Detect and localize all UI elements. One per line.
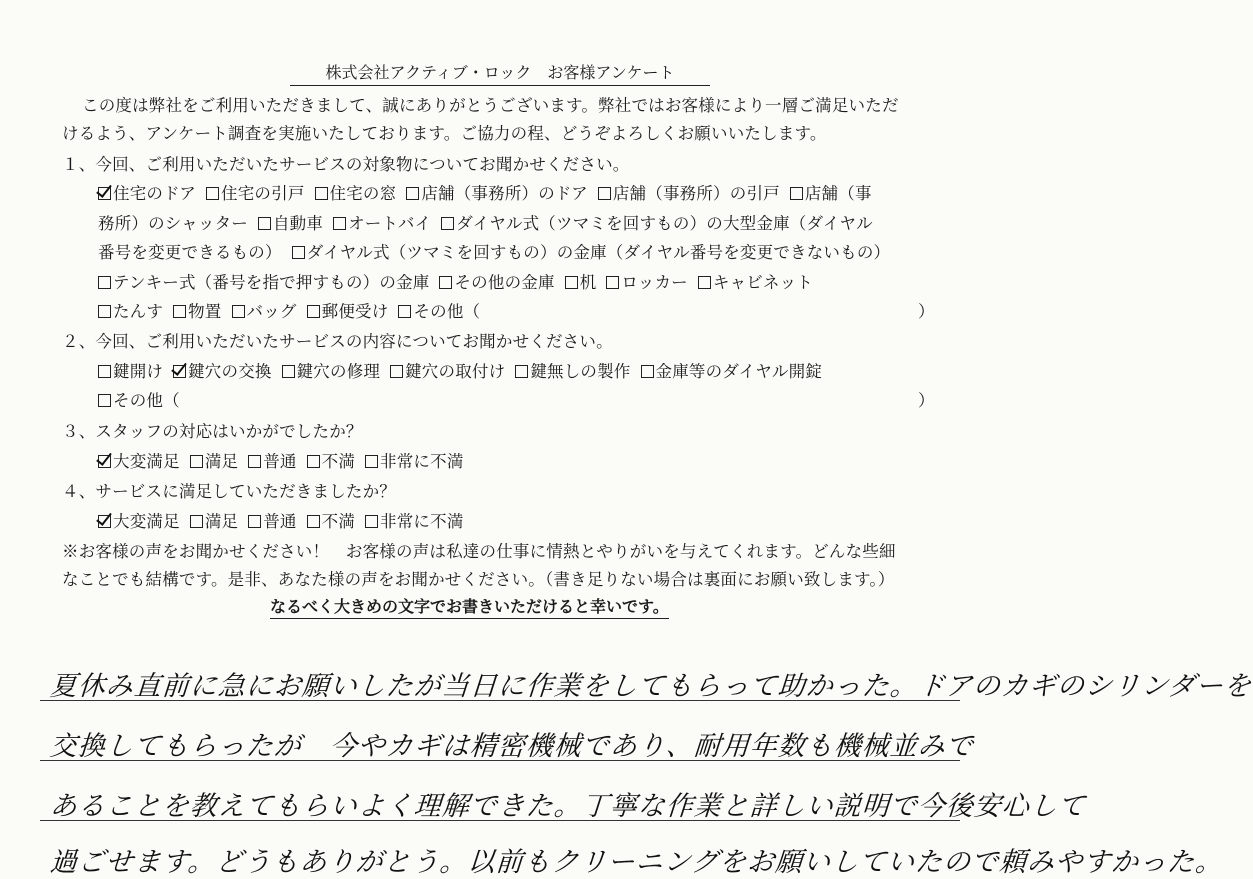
empty-box-icon[interactable] bbox=[98, 365, 111, 378]
checked-box-icon[interactable] bbox=[98, 455, 111, 468]
empty-box-icon[interactable] bbox=[307, 515, 320, 528]
empty-box-icon[interactable] bbox=[292, 246, 305, 259]
writing-rule-1 bbox=[40, 700, 960, 701]
checkbox-label: 大変満足 bbox=[113, 452, 180, 471]
checkbox-label: 鍵穴の取付け bbox=[405, 362, 506, 381]
checkbox-option[interactable] bbox=[98, 387, 180, 411]
intro-line-2: けるよう、アンケート調査を実施いたしております。ご協力の程、どうぞよろしくお願いいたします。 bbox=[62, 124, 827, 143]
checkbox-label: 住宅の引戸 bbox=[221, 184, 305, 203]
checkbox-label: 机 bbox=[579, 273, 597, 292]
checkbox-label: 不満 bbox=[321, 452, 356, 471]
checkbox-option[interactable] bbox=[98, 298, 163, 322]
empty-box-icon[interactable] bbox=[190, 515, 203, 528]
empty-box-icon[interactable] bbox=[365, 455, 378, 468]
empty-box-icon[interactable] bbox=[333, 217, 346, 230]
checkbox-option[interactable] bbox=[790, 180, 872, 204]
checkbox-label: 鍵無しの製作 bbox=[530, 362, 631, 381]
intro-line-1: この度は弊社をご利用いただきまして、誠にありがとうございます。弊社ではお客様により一層ご満足いただ bbox=[82, 96, 899, 115]
empty-box-icon[interactable] bbox=[232, 305, 245, 318]
checkbox-option[interactable] bbox=[98, 210, 248, 234]
checkbox-label: ダイヤル式（ツマミを回すもの）の大型金庫（ダイヤル bbox=[456, 214, 873, 233]
checkbox-option[interactable] bbox=[190, 508, 238, 532]
q1-other-close-paren: ） bbox=[918, 302, 935, 321]
checkbox-option[interactable] bbox=[98, 180, 196, 204]
checkbox-label: バッグ bbox=[246, 302, 297, 321]
checkbox-label: 鍵穴の交換 bbox=[188, 362, 272, 381]
empty-box-icon[interactable] bbox=[190, 455, 203, 468]
checkbox-option[interactable] bbox=[698, 269, 813, 293]
checkbox-option[interactable] bbox=[398, 298, 480, 322]
checkbox-label: 鍵穴の修理 bbox=[296, 362, 381, 381]
checkbox-label: オートバイ bbox=[348, 214, 432, 233]
empty-box-icon[interactable] bbox=[606, 276, 619, 289]
empty-box-icon[interactable] bbox=[307, 305, 320, 318]
checkbox-label: 不満 bbox=[321, 512, 356, 531]
checkbox-option[interactable] bbox=[206, 180, 305, 204]
q2-other-close-paren: ） bbox=[918, 391, 935, 410]
checkbox-label: テンキー式（番号を指で押すもの）の金庫 bbox=[113, 273, 430, 292]
checkbox-option[interactable] bbox=[98, 448, 180, 472]
checkbox-option[interactable] bbox=[307, 448, 355, 472]
checkbox-label: 満足 bbox=[204, 512, 239, 531]
checkbox-label: 務所）のシャッター bbox=[98, 214, 248, 233]
voice-emphasis: なるべく大きめの文字でお書きいただけると幸いです。 bbox=[270, 594, 669, 619]
checkbox-option[interactable] bbox=[365, 508, 464, 532]
checkbox-option[interactable] bbox=[406, 180, 588, 204]
q1-row-4 bbox=[98, 269, 980, 293]
writing-rule-3 bbox=[40, 820, 960, 821]
checkbox-label: キャビネット bbox=[712, 273, 814, 292]
empty-box-icon[interactable] bbox=[248, 515, 261, 528]
q2-row-1 bbox=[98, 358, 980, 382]
q1-row-2 bbox=[98, 210, 980, 234]
checkbox-label: その他（ bbox=[413, 302, 481, 321]
empty-box-icon[interactable] bbox=[98, 276, 111, 289]
q2-question: ２、今回、ご利用いただいたサービスの内容についてお聞かせください。 bbox=[62, 332, 613, 351]
checkbox-label: その他（ bbox=[113, 391, 180, 410]
checkbox-option[interactable] bbox=[307, 298, 389, 322]
checkbox-option[interactable] bbox=[98, 269, 429, 293]
handwritten-line-4: 過ごせます。どうもありがとう。以前もクリーニングをお願いしていたので頼みやすかった。 bbox=[48, 847, 1225, 878]
empty-box-icon[interactable] bbox=[248, 455, 261, 468]
checkbox-label: 鍵開け bbox=[113, 362, 164, 381]
checkbox-label: 普通 bbox=[263, 512, 297, 531]
checkbox-option[interactable] bbox=[282, 358, 381, 382]
checkbox-option[interactable] bbox=[565, 269, 597, 293]
checkbox-label: 住宅の窓 bbox=[329, 184, 397, 203]
checkbox-option[interactable] bbox=[292, 239, 891, 263]
empty-box-icon[interactable] bbox=[282, 365, 295, 378]
checkbox-option[interactable] bbox=[190, 448, 238, 472]
empty-box-icon[interactable] bbox=[565, 276, 578, 289]
checkbox-label: 店舗（事務所）の引戸 bbox=[612, 184, 780, 203]
checkbox-option[interactable] bbox=[441, 210, 873, 234]
empty-box-icon[interactable] bbox=[315, 187, 328, 200]
handwritten-line-1: 夏休み直前に急にお願いしたが当日に作業をしてもらって助かった。ドアのカギのシリンダーを bbox=[48, 671, 1253, 702]
checked-box-icon[interactable] bbox=[98, 187, 111, 200]
checkbox-option[interactable] bbox=[333, 210, 431, 234]
checkbox-label: 満足 bbox=[204, 452, 239, 471]
checkbox-label: ダイヤル式（ツマミを回すもの）の金庫（ダイヤル番号を変更できないもの） bbox=[306, 243, 891, 262]
voice-line-1: ※お客様の声をお聞かせください！ お客様の声は私達の仕事に情熱とやりがいを与えてくれます。どんな些細 bbox=[62, 542, 896, 561]
empty-box-icon[interactable] bbox=[173, 305, 186, 318]
q1-row-3 bbox=[98, 239, 980, 263]
q1-question: １、今回、ご利用いただいたサービスの対象物についてお聞かせください。 bbox=[62, 155, 630, 174]
checkbox-label: 店舗（事務所）のドア bbox=[421, 184, 588, 203]
checkbox-option[interactable] bbox=[173, 358, 272, 382]
checkbox-option[interactable] bbox=[98, 239, 282, 263]
checked-box-icon[interactable] bbox=[98, 515, 111, 528]
q2-row-2 bbox=[98, 387, 980, 411]
checkbox-option[interactable] bbox=[232, 298, 297, 322]
checkbox-label: 自動車 bbox=[272, 214, 324, 233]
empty-box-icon[interactable] bbox=[515, 365, 528, 378]
empty-box-icon[interactable] bbox=[406, 187, 419, 200]
empty-box-icon[interactable] bbox=[258, 217, 271, 230]
checkbox-label: 番号を変更できるもの） bbox=[98, 243, 282, 262]
checkbox-option[interactable] bbox=[315, 180, 397, 204]
checkbox-option[interactable] bbox=[606, 269, 687, 293]
checkbox-label: 住宅のドア bbox=[113, 184, 197, 203]
empty-box-icon[interactable] bbox=[98, 305, 111, 318]
q1-row-1 bbox=[98, 180, 980, 204]
checkbox-label: ロッカー bbox=[621, 273, 688, 292]
empty-box-icon[interactable] bbox=[439, 276, 452, 289]
checkbox-option[interactable] bbox=[248, 448, 296, 472]
checkbox-label: 郵便受け bbox=[321, 302, 389, 321]
checkbox-option[interactable] bbox=[390, 358, 505, 382]
checkbox-label: 金庫等のダイヤル開錠 bbox=[655, 362, 823, 381]
checkbox-option[interactable] bbox=[307, 508, 355, 532]
checkbox-option[interactable] bbox=[439, 269, 554, 293]
checkbox-option[interactable] bbox=[98, 358, 163, 382]
checkbox-option[interactable] bbox=[258, 210, 323, 234]
empty-box-icon[interactable] bbox=[698, 276, 711, 289]
empty-box-icon[interactable] bbox=[790, 187, 803, 200]
survey-title: 株式会社アクティブ・ロック お客様アンケート bbox=[290, 60, 710, 86]
checkbox-option[interactable] bbox=[248, 508, 296, 532]
checked-box-icon[interactable] bbox=[173, 365, 186, 378]
checkbox-option[interactable] bbox=[598, 180, 780, 204]
checkbox-option[interactable] bbox=[173, 298, 221, 322]
checkbox-label: 大変満足 bbox=[113, 512, 180, 531]
checkbox-option[interactable] bbox=[515, 358, 630, 382]
q3-question: ３、スタッフの対応はいかがでしたか？ bbox=[62, 422, 363, 441]
empty-box-icon[interactable] bbox=[641, 365, 654, 378]
empty-box-icon[interactable] bbox=[390, 365, 403, 378]
empty-box-icon[interactable] bbox=[441, 217, 454, 230]
checkbox-label: 物置 bbox=[188, 302, 222, 321]
q1-row-5 bbox=[98, 298, 980, 322]
checkbox-option[interactable] bbox=[98, 508, 180, 532]
checkbox-label: その他の金庫 bbox=[454, 273, 555, 292]
empty-box-icon[interactable] bbox=[398, 305, 411, 318]
handwritten-line-3: あることを教えてもらいよく理解できた。丁寧な作業と詳しい説明で今後安心して bbox=[48, 791, 1087, 822]
checkbox-label: 普通 bbox=[263, 452, 297, 471]
checkbox-option[interactable] bbox=[365, 448, 464, 472]
q4-question: ４、サービスに満足していただきましたか？ bbox=[62, 482, 396, 501]
handwritten-line-2: 交換してもらったが 今やカギは精密機械であり、耐用年数も機械並みで bbox=[48, 731, 975, 762]
checkbox-option[interactable] bbox=[641, 358, 823, 382]
empty-box-icon[interactable] bbox=[206, 187, 219, 200]
empty-box-icon[interactable] bbox=[307, 455, 320, 468]
q3-options bbox=[98, 448, 980, 472]
checkbox-label: 非常に不満 bbox=[380, 452, 464, 471]
q4-options bbox=[98, 508, 980, 532]
empty-box-icon[interactable] bbox=[365, 515, 378, 528]
checkbox-label: 店舗（事 bbox=[804, 184, 872, 203]
checkbox-label: 非常に不満 bbox=[380, 512, 464, 531]
empty-box-icon[interactable] bbox=[598, 187, 611, 200]
checkbox-label: たんす bbox=[113, 302, 164, 321]
writing-rule-2 bbox=[40, 760, 960, 761]
empty-box-icon[interactable] bbox=[98, 394, 111, 407]
voice-line-2: なことでも結構です。是非、あなた様の声をお聞かせください。（書き足りない場合は裏面にお願い致します。） bbox=[62, 570, 895, 589]
